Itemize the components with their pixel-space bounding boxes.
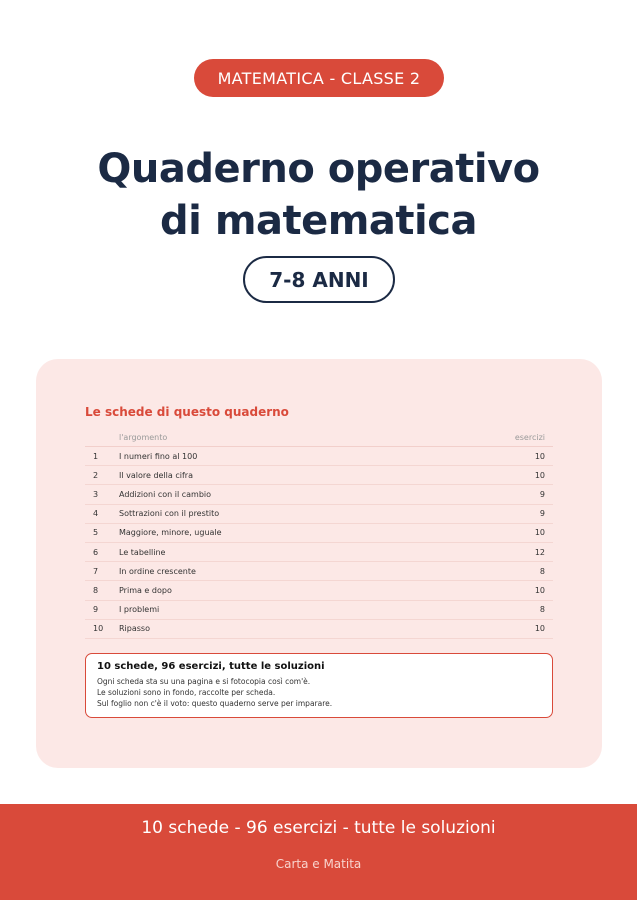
table-row <box>85 505 553 524</box>
row-exercises: 10 <box>534 624 545 634</box>
summary-box <box>85 653 553 718</box>
page-title <box>0 143 637 247</box>
row-exercises: 8 <box>539 566 545 576</box>
table-body <box>85 447 553 639</box>
row-number: 9 <box>93 605 99 615</box>
contents-title: Le schede di questo quaderno <box>85 405 289 419</box>
summary-title: 10 schede, 96 esercizi, tutte le soluzioni <box>97 661 325 672</box>
summary-line-1: Ogni scheda sta su una pagina e si fotocopia così com'è. <box>97 677 311 686</box>
table-row <box>85 601 553 620</box>
row-exercises: 9 <box>539 489 545 499</box>
table-header <box>85 429 553 447</box>
row-topic: Sottrazioni con il prestito <box>119 509 220 519</box>
row-topic: Ripasso <box>119 624 150 634</box>
row-exercises: 8 <box>539 605 545 615</box>
row-topic: In ordine crescente <box>119 566 196 576</box>
row-number: 1 <box>93 451 99 461</box>
header-topic: l'argomento <box>119 433 168 442</box>
age-badge <box>243 256 395 303</box>
table-row <box>85 524 553 543</box>
row-number: 4 <box>93 509 99 519</box>
footer-tagline: 10 schede - 96 esercizi - tutte le soluzioni <box>141 818 496 838</box>
table-row <box>85 485 553 504</box>
contents-table <box>85 429 553 639</box>
row-exercises: 10 <box>534 451 545 461</box>
summary-line-3: Sul foglio non c'è il voto: questo quaderno serve per imparare. <box>97 699 333 708</box>
row-exercises: 9 <box>539 509 545 519</box>
row-exercises: 10 <box>534 470 545 480</box>
header-exercises: esercizi <box>514 433 545 442</box>
row-topic: Le tabelline <box>119 547 166 557</box>
row-number: 8 <box>93 585 99 595</box>
row-topic: Prima e dopo <box>119 585 172 595</box>
row-number: 5 <box>93 528 99 538</box>
row-number: 10 <box>93 624 104 634</box>
table-row <box>85 543 553 562</box>
row-topic: Maggiore, minore, uguale <box>119 528 222 538</box>
row-exercises: 10 <box>534 528 545 538</box>
row-topic: Addizioni con il cambio <box>119 489 212 499</box>
row-topic: I numeri fino al 100 <box>119 451 198 461</box>
table-row <box>85 620 553 639</box>
contents-card <box>36 359 602 768</box>
age-badge-label: 7-8 ANNI <box>269 267 369 292</box>
row-number: 7 <box>93 566 99 576</box>
footer-band <box>0 804 637 900</box>
table-row <box>85 562 553 581</box>
page-title-line-1: Quaderno operativo <box>97 146 540 192</box>
table-row <box>85 447 553 466</box>
table-row <box>85 581 553 600</box>
subject-badge <box>194 59 444 97</box>
row-exercises: 10 <box>534 585 545 595</box>
row-topic: I problemi <box>119 605 160 615</box>
summary-line-2: Le soluzioni sono in fondo, raccolte per scheda. <box>97 688 276 697</box>
row-exercises: 12 <box>534 547 545 557</box>
row-topic: Il valore della cifra <box>119 470 193 480</box>
footer-publisher: Carta e Matita <box>275 857 362 871</box>
subject-badge-label: MATEMATICA - CLASSE 2 <box>217 68 421 88</box>
table-row <box>85 466 553 485</box>
row-number: 6 <box>93 547 99 557</box>
page-title-line-2: di matematica <box>160 198 477 244</box>
row-number: 3 <box>93 489 99 499</box>
row-number: 2 <box>93 470 99 480</box>
